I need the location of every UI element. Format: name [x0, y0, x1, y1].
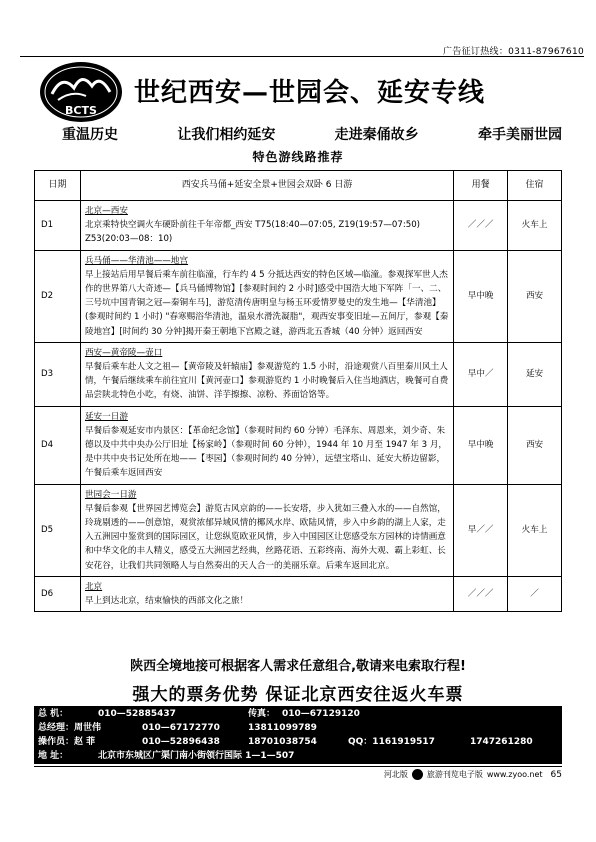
operator-mobile: 18701038754	[248, 737, 317, 747]
page-footer	[384, 769, 562, 780]
row-day: D3	[35, 342, 81, 406]
row-stay: 西安	[508, 406, 562, 484]
contact-row-address	[38, 749, 558, 763]
table-row	[35, 484, 562, 576]
operator-label: 操作员：赵 菲	[38, 737, 96, 747]
row-day: D4	[35, 406, 81, 484]
address-value: 北京市东城区广渠门南小街领行国际 1—1—507	[98, 751, 295, 761]
table-row	[35, 250, 562, 342]
row-stay: 西安	[508, 250, 562, 342]
table-row	[35, 406, 562, 484]
qq-number-2: 1747261280	[470, 737, 533, 747]
contact-panel	[34, 706, 562, 764]
row-route	[80, 342, 453, 406]
section-subtitle: 特色游线路推荐	[252, 150, 344, 164]
custom-tour-notice: 陕西全境地接可根据客人需求任意组合,敬请来电索取行程!	[130, 659, 466, 674]
row-stay: 火车上	[508, 484, 562, 576]
row-day: D6	[35, 576, 81, 611]
header-meal: 用餐	[454, 171, 508, 201]
slogan-2: 让我们相约延安	[177, 127, 276, 143]
row-meal: 早中晚	[454, 406, 508, 484]
switchboard-label: 总 机：	[38, 709, 69, 719]
route-title: 兵马俑——华清池——地宫	[84, 255, 189, 266]
website-link[interactable]: www.zyoo.net	[486, 770, 543, 779]
bcts-logo-icon	[38, 60, 124, 124]
route-title: 延安一日游	[84, 411, 128, 422]
switchboard-number: 010—52885437	[98, 709, 176, 719]
row-meal: ／／／	[454, 201, 508, 251]
contact-row-manager	[38, 721, 558, 735]
row-meal: 早中／	[454, 342, 508, 406]
row-day: D1	[35, 201, 81, 251]
row-route	[80, 201, 453, 251]
bcts-logo	[38, 60, 124, 124]
footer-divider	[34, 766, 562, 767]
slogan-4: 牵手美丽世园	[477, 127, 562, 143]
row-route	[80, 484, 453, 576]
route-title: 世园会一日游	[84, 489, 137, 500]
row-stay: 延安	[508, 342, 562, 406]
row-meal: 早／／	[454, 484, 508, 576]
manager-label: 总经理：周世伟	[38, 723, 102, 733]
table-row	[35, 201, 562, 251]
ticket-tagline: 强大的票务优势 保证北京西安往返火车票	[132, 685, 464, 705]
row-day: D2	[35, 250, 81, 342]
slogan-3: 走进秦俑故乡	[334, 127, 419, 143]
header-day: 日期	[35, 171, 81, 201]
route-title: 北京—西安	[84, 206, 128, 216]
itinerary-table	[34, 170, 562, 612]
logo-text: BCTS	[65, 104, 97, 117]
header-stay: 住宿	[508, 171, 562, 201]
publication-name: 旅游刊览电子版	[426, 770, 483, 779]
fax-label: 传真：	[248, 709, 276, 719]
edition-label: 河北版	[383, 770, 408, 779]
header-divider	[20, 56, 584, 57]
table-header-row	[35, 171, 562, 201]
row-route	[80, 576, 453, 611]
address-label: 地 址：	[38, 751, 69, 761]
route-detail: 早餐后乘车赴人文之祖—【黄帝陵及轩辕庙】参观游览约 1.5 小时，沿途观赏八百里秦川风土人情，午餐后继续乘车前往宜川【黄河壶口】参观游览约 1 小时晚餐后入住当地酒店，晚餐可自费品尝陕北特色小吃，有烧、油饼、洋芋擦擦、凉粉、荞面饸饹等。	[84, 362, 449, 401]
page-number: 65	[550, 769, 562, 780]
route-detail: 早上到达北京，结束愉快的西部文化之旅！	[84, 596, 249, 607]
row-meal: 早中晚	[454, 250, 508, 342]
route-title: 北京	[84, 581, 103, 592]
contact-row-operator	[38, 735, 558, 749]
contact-row-switchboard	[38, 707, 558, 721]
row-day: D5	[35, 484, 81, 576]
row-stay: ／	[508, 576, 562, 611]
row-route	[80, 406, 453, 484]
table-row	[35, 342, 562, 406]
row-stay: 火车上	[508, 201, 562, 251]
route-detail: 早餐后参观延安市内景区：【革命纪念馆】（参观时间约 60 分钟）毛泽东、周恩来，刘少奇、朱德以及中共中央办公厅旧址【杨家岭】（参观时间 60 分钟），1944 年 10 月至 1947 年 3 月，是中共中央书记处所在地——【枣园】（参观时间约 40 分钟），远望宝塔山、延安大桥边留影，午餐后乘车返回西安	[84, 425, 448, 479]
row-meal: ／／／	[454, 576, 508, 611]
table-row	[35, 576, 562, 611]
route-detail: 早上接站后用早餐后乘车前往临潼，行车约 4 5 分抵达西安的特色区域—临潼。参观探军世人杰作的世界第八大奇迹—【兵马俑博物馆】[参观时间约 2 小时]感受中国浩大地下军阵「一、二、三号坑中国青铜之冠—秦铜车马]，游览清传唐明皇与杨玉环爱情罗曼史的发生地—【华清池】(参观时间约 1 小时) "春寒赐浴华清池，温泉水滑洗凝脂"，观西安事变旧址—五间厅，参观【秦陵地宫】[时间约 30 分钟]揭开秦王朝地下宫殿之谜，游西北五香城（40 分钟）返回西安	[84, 269, 449, 337]
slogan-1: 重温历史	[62, 127, 118, 143]
operator-phone: 010—52896438	[142, 737, 220, 747]
header-route: 西安兵马俑+延安全景+世园会双卧 6 日游	[80, 171, 453, 201]
row-route	[80, 250, 453, 342]
publication-logo-icon	[412, 769, 423, 780]
route-detail: 早餐后参观【世界园艺博览会】游览古风京韵的——长安塔，步入犹如三叠入水的——自然馆，玲珑剔透的——创意馆，观赏浓郁异域风情的椰风水岸、欧陆风情，步入中乡韵的湖上人家，走入五洲园中鉴赏到的国际园区，让您纵览欧亚风情，步入中国园区让您感受东方园林的诗情画意和中华文化的丰人精义，感受五大洲园艺经典，丝路花语、五彩终南、海外大观、霸上彩虹、长安花谷，让我们共同领略人与自然奏出的天人合一的美丽乐章。后乘车返回北京。	[84, 503, 446, 571]
manager-phone: 010—67172770	[142, 723, 220, 733]
slogan-row	[62, 124, 562, 144]
page-title: 世纪西安—世园会、延安专线	[134, 78, 486, 108]
route-detail: 北京乘特快空调火车硬卧前往千年帝都_西安 T75(18:40—07:05, Z19(19:57—07:50) Z53(20:03—08：10)	[84, 220, 421, 245]
ad-hotline: 广告征订热线：0311-87967610	[443, 47, 584, 57]
fax-number: 010—67129120	[282, 709, 360, 719]
route-title: 西安—黄帝陵—壶口	[84, 347, 163, 358]
qq-number-1: QQ：1161919517	[348, 737, 435, 747]
manager-mobile: 13811099789	[248, 723, 317, 733]
